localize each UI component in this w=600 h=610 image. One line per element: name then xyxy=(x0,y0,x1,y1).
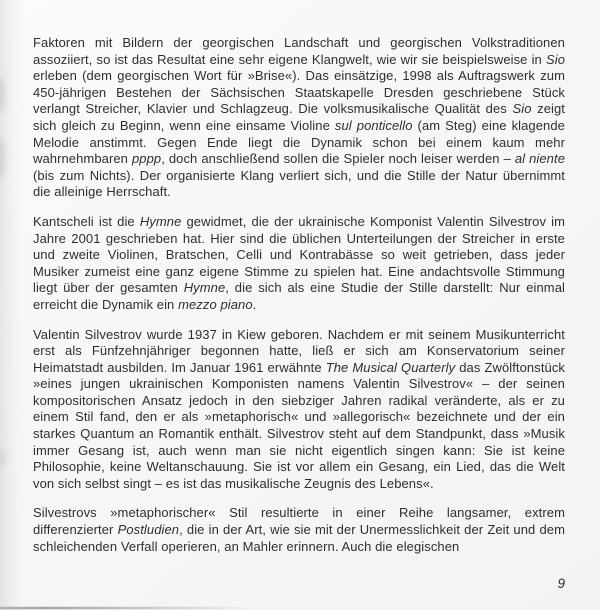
text-segment: Sio xyxy=(545,51,565,67)
text-segment: (bis zum Nichts). Der organisierte Klang verliert sich, und die Stille der Natur übernimmt die alleinige Herrschaft. xyxy=(33,167,565,200)
text-segment: . xyxy=(252,296,257,312)
text-segment: erleben (dem georgischen Wort für »Brise«). Das einsätzige, 1998 als Auftragswerk zum 450-jährigen Bestehen der Sächsischen Staatskapelle Dresden geschriebene Stück verlangt Streicher, Klavier und Schlagzeug. Die volksmusikalische Qualität des xyxy=(33,68,565,117)
text-segment: al niente xyxy=(514,151,565,167)
text-segment: Kantscheli ist die xyxy=(33,213,140,229)
scan-smudge-artifact xyxy=(0,76,5,114)
text-segment: mezzo piano xyxy=(178,296,253,312)
text-segment: , die sich als eine Studie der Stille darstellt: Nur einmal erreicht die Dynamik ein xyxy=(33,280,565,312)
text-segment: Valentin Silvestrov wurde 1937 in Kiew geboren. Nachdem er mit seinem Musikunterricht erst als Fünfzehnjähriger begonnen hatte, ließ er sich am Konservatorium seiner Heimatstadt ausbilden. Im Januar 1961 erwähnte xyxy=(33,326,565,375)
paragraph-postludien xyxy=(33,505,565,555)
text-segment: zeigt sich gleich zu Beginn, wenn eine einsame Violine xyxy=(33,101,565,133)
scan-edge-line-bottom xyxy=(0,607,340,609)
text-segment: Postludien xyxy=(117,522,180,538)
text-segment: Hymne xyxy=(183,280,226,296)
text-segment: , doch anschließend sollen die Spieler noch leiser werden – xyxy=(161,151,515,167)
body-text xyxy=(33,35,565,555)
text-segment: Hymne xyxy=(139,213,182,229)
scan-smudge-artifact xyxy=(0,137,5,179)
text-segment: Faktoren mit Bildern der georgischen Landschaft und georgischen Volkstraditionen assoziiert, so ist das Resultat eine sehr eigene Klangwelt, wie wir sie beispielsweise in xyxy=(33,35,565,67)
text-segment: Sio xyxy=(512,101,532,117)
paragraph-silvestrov-bio xyxy=(33,327,565,493)
text-segment: sul ponticello xyxy=(334,117,413,133)
text-segment: , die in der Art, wie sie mit der Unermesslichkeit der Zeit und dem schleichenden Verfall operieren, an Mahler erinnern. Auch die elegischen xyxy=(33,522,566,554)
text-segment: The Musical Quarterly xyxy=(325,359,456,375)
text-segment: Silvestrovs »metaphorischer« Stil resultierte in einer Reihe langsamer, extrem differenzierter xyxy=(33,505,565,538)
page-number: 9 xyxy=(557,576,565,591)
paragraph-sio xyxy=(33,35,565,201)
text-segment: das Zwölftonstück »eines jungen ukrainischen Komponisten namens Valentin Silvestrov« – der seinen kompositorischen Ansatz jedoch in den siebziger Jahren radikal veränderte, als er zu einem Stil fand, den er als »metaphorisch« und »allegorisch« bezeichnete und der ein starkes Quantum an Romantik enthält. Silvestrov steht auf dem Standpunkt, dass »Musik immer Gesang ist, auch wenn man sie nicht eigentlich singen kann: Sie ist keine Philosophie, keine Weltanschauung. Sie ist vor allem ein Gesang, ein Lied, das die Welt von sich selbst singt – es ist das musikalische Zeugnis des Lebens«. xyxy=(33,359,565,491)
text-segment: gewidmet, die der ukrainische Komponist Valentin Silvestrov im Jahre 2001 geschrieben hat. Hier sind die üblichen Unterteilungen der Streicher in erste und zweite Violinen, Bratschen, Celli und Kontrabässe so weit getrieben, dass jeder Musiker zumeist eine ganz eigene Stimme zu spielen hat. Eine andachtsvolle Stimmung liegt über der gesamten xyxy=(33,213,566,296)
text-segment: pppp xyxy=(131,151,162,167)
text-segment: (am Steg) eine klagende Melodie anstimmt. Gegen Ende liegt die Dynamik schon bei einem kaum mehr wahrnehmbaren xyxy=(33,117,565,167)
scan-smudge-artifact xyxy=(0,449,5,467)
paragraph-hymne xyxy=(33,214,565,314)
